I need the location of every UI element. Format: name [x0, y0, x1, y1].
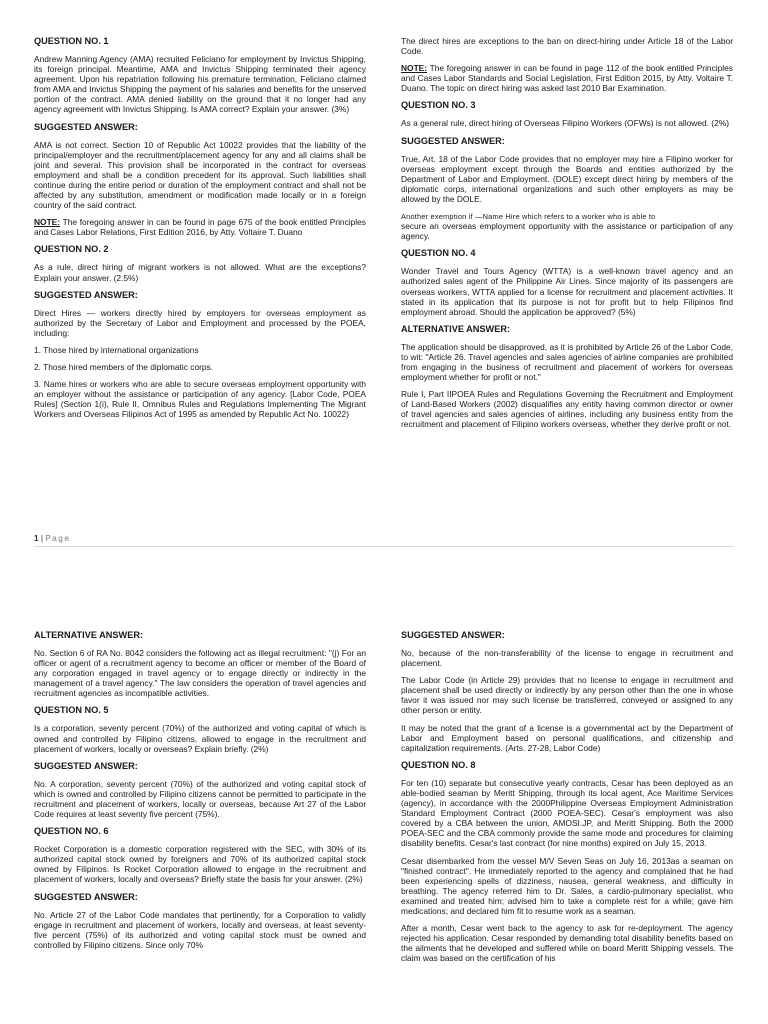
question-1-note [34, 217, 366, 237]
question-7-answer-text: No, because of the non-transferability of the license to engage in recruitment and placement. [401, 648, 733, 669]
question-2-answer-text: Direct Hires — workers directly hired by employers for overseas employment as authorized by the Secretary of Labor and Employment and processed by the POEA, including: [34, 307, 366, 338]
question-1-text: Andrew Manning Agency (AMA) recruited Feliciano for employment by Invictus Shipping, its foreign principal. Meantime, AMA and Invictus Shipping terminated their agency agreement. Upon his repatriation following his premature termination, Feliciano claimed from AMA and Invictus Shipping the payment of his salaries and benefits for the unserved portion of the contract. AMA denied liability on the ground that it no longer had any agency agreement with Invictus Shipping. Is AMA correct? Explain your answer. (3%) [34, 54, 366, 115]
question-3-title: QUESTION NO. 3 [401, 100, 476, 111]
footer-divider [34, 546, 734, 547]
list-item: 2. Those hired members of the diplomatic corps. [34, 361, 214, 372]
page2-right-column [401, 630, 733, 970]
question-4-alt-answer-title: ALTERNATIVE ANSWER: [401, 323, 511, 334]
question-6-text: Rocket Corporation is a domestic corporation registered with the SEC, with 30% of its authorized capital stock owned by foreigners and 70% of its authorized capital stock owned by Filipinos. Is Rocket Corporation allowed to engage in the recruitment and placement of workers, locally and overseas? Briefly state the basis for your answer. (2%) [34, 844, 366, 885]
question-1-answer-title: SUGGESTED ANSWER: [34, 121, 138, 132]
question-3-extra [401, 211, 733, 241]
question-2-title: QUESTION NO. 2 [34, 244, 109, 255]
question-5-title: QUESTION NO. 5 [34, 705, 109, 716]
small-text: Another exemption if —Name Hire which refers to a worker who is able to [401, 212, 656, 222]
question-1-answer-text: AMA is not correct. Section 10 of Republic Act 10022 provides that the liability of the principal/employer and the recruitment/placement agency for any and all claims shall be joint and several. This provision shall be incorporated in the contract for overseas employment and shall be a condition precedent for its approval. Such liabilities shall continue during the entire period or duration of the employment contract and shall not be affected by any substitution, amendment or modification made locally or in a foreign country of the said contract. [34, 139, 366, 211]
page1-left-column [34, 36, 366, 426]
question-4-text: Wonder Travel and Tours Agency (WTTA) is a well-known travel agency and an authorized sales agent of the Philippine Air Lines. Since majority of its passengers are overseas workers, WTTA applied for a license for recruitment and placement activities. It stated in its application that its purpose is not for profit but to help Filipinos find employment abroad. Should the application be approved? (5%) [401, 266, 733, 317]
alt-answer-title: ALTERNATIVE ANSWER: [34, 630, 144, 640]
list-item: 3. Name hires or workers who are able to secure overseas employment opportunity with an employer without the assistance or participation of any agency. [Labor Code, POEA Rules] (Section 1(i), Rule II, Omnibus Rules and Regulations Implementing The Migrant Workers and Overseas Filipinos Act of 1995 as amended by Republic Act No. 10022) [34, 379, 366, 420]
question-2-text: As a rule, direct hiring of migrant workers is not allowed. What are the exceptions? Explain your answer. (2.5%) [34, 262, 366, 283]
question-7-answer-text-2: The Labor Code (in Article 29) provides that no license to engage in recruitment and placement shall be used directly or indirectly by any person other than the one in whose favor it was issued nor may such license be transferred, conveyed or assigned to any other person or entity. [401, 675, 733, 716]
note-text: The foregoing answer in can be found in page 675 of the book entitled Principles and Cases Labor Relations, First Edition 2016, by Atty. Voltaire T. Duano [34, 217, 366, 238]
question-3-answer-title: SUGGESTED ANSWER: [401, 135, 505, 146]
page-label: Page [45, 534, 71, 543]
question-8-title: QUESTION NO. 8 [401, 759, 476, 770]
question-8-text: For ten (10) separate but consecutive yearly contracts, Cesar has been deployed as an able-bodied seaman by Meritt Shipping, through its local agent, Ace Maritime Services (agency), in accordance with the 2000Philippine Overseas Employment Administration Standard Employment Contract (2000 POEA-SEC). Cesar's employment was also covered by a CBA between the union, AMOSI.JP, and Meritt Shipping. Both the 2000 POEA-SEC and the CBA commonly provide the same mode and procedures for claiming disability benefits. Cesar's last contract (for nine months) expired on July 15, 2013. [401, 777, 733, 849]
question-5-text: Is a corporation, seventy percent (70%) of the authorized and voting capital of which is owned and controlled by Filipino citizens, allowed to engage in the recruitment and placement of workers, locally or overseas? Explain briefly. (2%) [34, 723, 366, 754]
note-label: NOTE: [401, 63, 428, 74]
question-3-text: As a general rule, direct hiring of Overseas Filipino Workers (OFWs) is not allowed. (2%) [401, 118, 729, 129]
question-2-answer-continued: The direct hires are exceptions to the ban on direct-hiring under Article 18 of the Labor Code. [401, 36, 733, 57]
question-2-answer-title: SUGGESTED ANSWER: [34, 289, 138, 300]
question-4-alt-answer-text-2: Rule I, Part IIPOEA Rules and Regulations Governing the Recruitment and Employment of Land-Based Workers (2002) disqualifies any entity having common director or owner of travel agencies and sales agencies of airlines, including any business entity from the recruitment and placement of Filipino workers overseas, whether they derive profit or not. [401, 389, 733, 430]
question-8-text-3: After a month, Cesar went back to the agency to ask for re-deployment. The agency rejected his application. Cesar responded by demanding total disability benefits based on the ailments that he developed and suffered while on board Meritt Shipping vessels. The claim was based on the certification of his [401, 923, 733, 964]
question-3-answer-text: True, Art. 18 of the Labor Code provides that no employer may hire a Filipino worker for overseas employment except through the Boards and entities authorized by the Department of Labor and Employment. (DOLE) except direct hiring by members of the diplomatic corps, international organizations and such other employers as may be allowed by the DOLE. [401, 153, 733, 204]
question-5-answer-title: SUGGESTED ANSWER: [34, 760, 138, 771]
note-label: NOTE: [34, 217, 61, 228]
page-number: 1 [34, 534, 39, 543]
document-page-2 [0, 620, 768, 1024]
footer-separator: | [38, 534, 46, 543]
question-4-alt-answer-text: The application should be disapproved, as it is prohibited by Article 26 of the Labor Code, to wit: "Article 26. Travel agencies and sales agencies of airline companies are prohibited from engaging in the business of recruitment and placement of workers for overseas employment whether for profit or not." [401, 341, 733, 383]
question-8-text-2: Cesar disembarked from the vessel M/V Seven Seas on July 16, 2013as a seaman on "finished contract". He immediately reported to the agency and complained that he had been experiencing spells of dizziness, nausea, general weakness, and difficulty in breathing. The agency referred him to Dr. Sales, a cardio-pulmonary specialist, who examined and treated him; advised him to take a complete rest for a while; gave him medications; and declared him fit to resume work as a seaman. [401, 855, 733, 916]
extra-text: secure an overseas employment opportunity with the assistance or participation of any agency. [401, 221, 733, 242]
question-5-answer-text: No. A corporation, seventy percent (70%) of the authorized and voting capital stock of which is owned and controlled by Filipino citizens cannot be permitted to participate in the recruitment and placement of workers, locally or overseas, because Art 27 of the Labor Code requires at least seventy five percent (75%). [34, 778, 366, 820]
alt-answer-text: No. Section 6 of RA No. 8042 considers the following act as illegal recruitment: "(j) For an officer or agent of a recruitment agency to become an officer or member of the Board of any corporation engaged in travel agency or to engage directly or indirectly in the management of a travel agency." The law considers the operation of travel agencies and recruitment agencies as incompatible activities. [34, 648, 366, 699]
list-item: 1. Those hired by international organizations [34, 344, 199, 355]
page-gap [0, 560, 768, 620]
question-2-note [401, 63, 733, 93]
question-6-title: QUESTION NO. 6 [34, 826, 109, 837]
question-7-answer-text-3: It may be noted that the grant of a license is a governmental act by the Department of Labor and Employment based on personal qualifications, and citizenship and capitalization requirements. (Arts. 27-28, Labor Code) [401, 722, 733, 753]
question-6-answer-title: SUGGESTED ANSWER: [34, 891, 138, 902]
page1-right-column [401, 36, 733, 437]
note-text: The foregoing answer in can be found in page 112 of the book entitled Principles and Cases Labor Standards and Social Legislation, First Edition 2015, by Atty. Voltaire T. Duano. The topic on direct hiring was asked last 2010 Bar Examination. [401, 63, 733, 94]
question-7-answer-title: SUGGESTED ANSWER: [401, 630, 505, 640]
page2-left-column [34, 630, 366, 957]
question-6-answer-text: No. Article 27 of the Labor Code mandates that pertinently, for a Corporation to validly engage in recruitment and placement of workers, locally and overseas, at least seventy-five percent (75%) of its authorized and voting capital stock must be owned and controlled by Filipino citizens. Since only 70% [34, 909, 366, 950]
question-1-title: QUESTION NO. 1 [34, 36, 109, 46]
page-footer [34, 534, 70, 543]
question-4-title: QUESTION NO. 4 [401, 248, 476, 259]
